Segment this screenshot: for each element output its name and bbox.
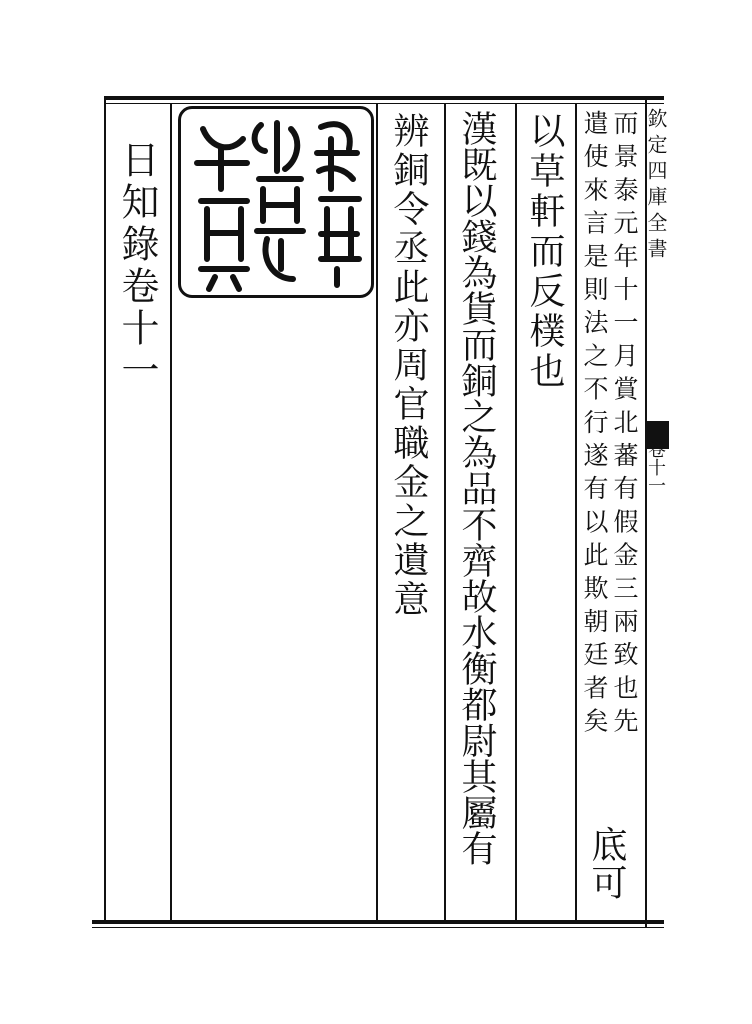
column-rule — [376, 104, 378, 920]
bottom-border — [92, 920, 664, 924]
spine-title: 欽定四庫全書 — [644, 108, 668, 264]
main-column-3: 漢既以錢為貨而銅之為品不齊故水衡都尉其屬有 — [456, 110, 497, 866]
seal-glyphs-icon — [181, 109, 371, 295]
imperial-seal — [178, 106, 374, 298]
top-border-inner — [104, 103, 664, 104]
top-border — [104, 96, 664, 100]
column-rule — [170, 104, 172, 920]
main-column-1: 底可 — [586, 826, 627, 902]
main-column-2: 以草軒而反樸也 — [524, 112, 565, 392]
column-rule — [444, 104, 446, 920]
spine-volume: 卷十一 — [645, 440, 666, 494]
main-column-4: 辨銅令丞此亦周官職金之遺意 — [388, 112, 429, 619]
column-rule — [515, 104, 517, 920]
commentary-column-1: 而景泰元年十一月賞北蕃有假金三兩致也先 — [610, 110, 639, 741]
footer-book-title: 日知錄卷十一 — [115, 140, 159, 392]
column-rule — [575, 104, 577, 920]
commentary-column-2: 遣使來言是則法之不行遂有以此欺朝廷者矣 — [580, 110, 609, 741]
bottom-border-inner — [92, 927, 664, 928]
left-border — [104, 100, 106, 922]
